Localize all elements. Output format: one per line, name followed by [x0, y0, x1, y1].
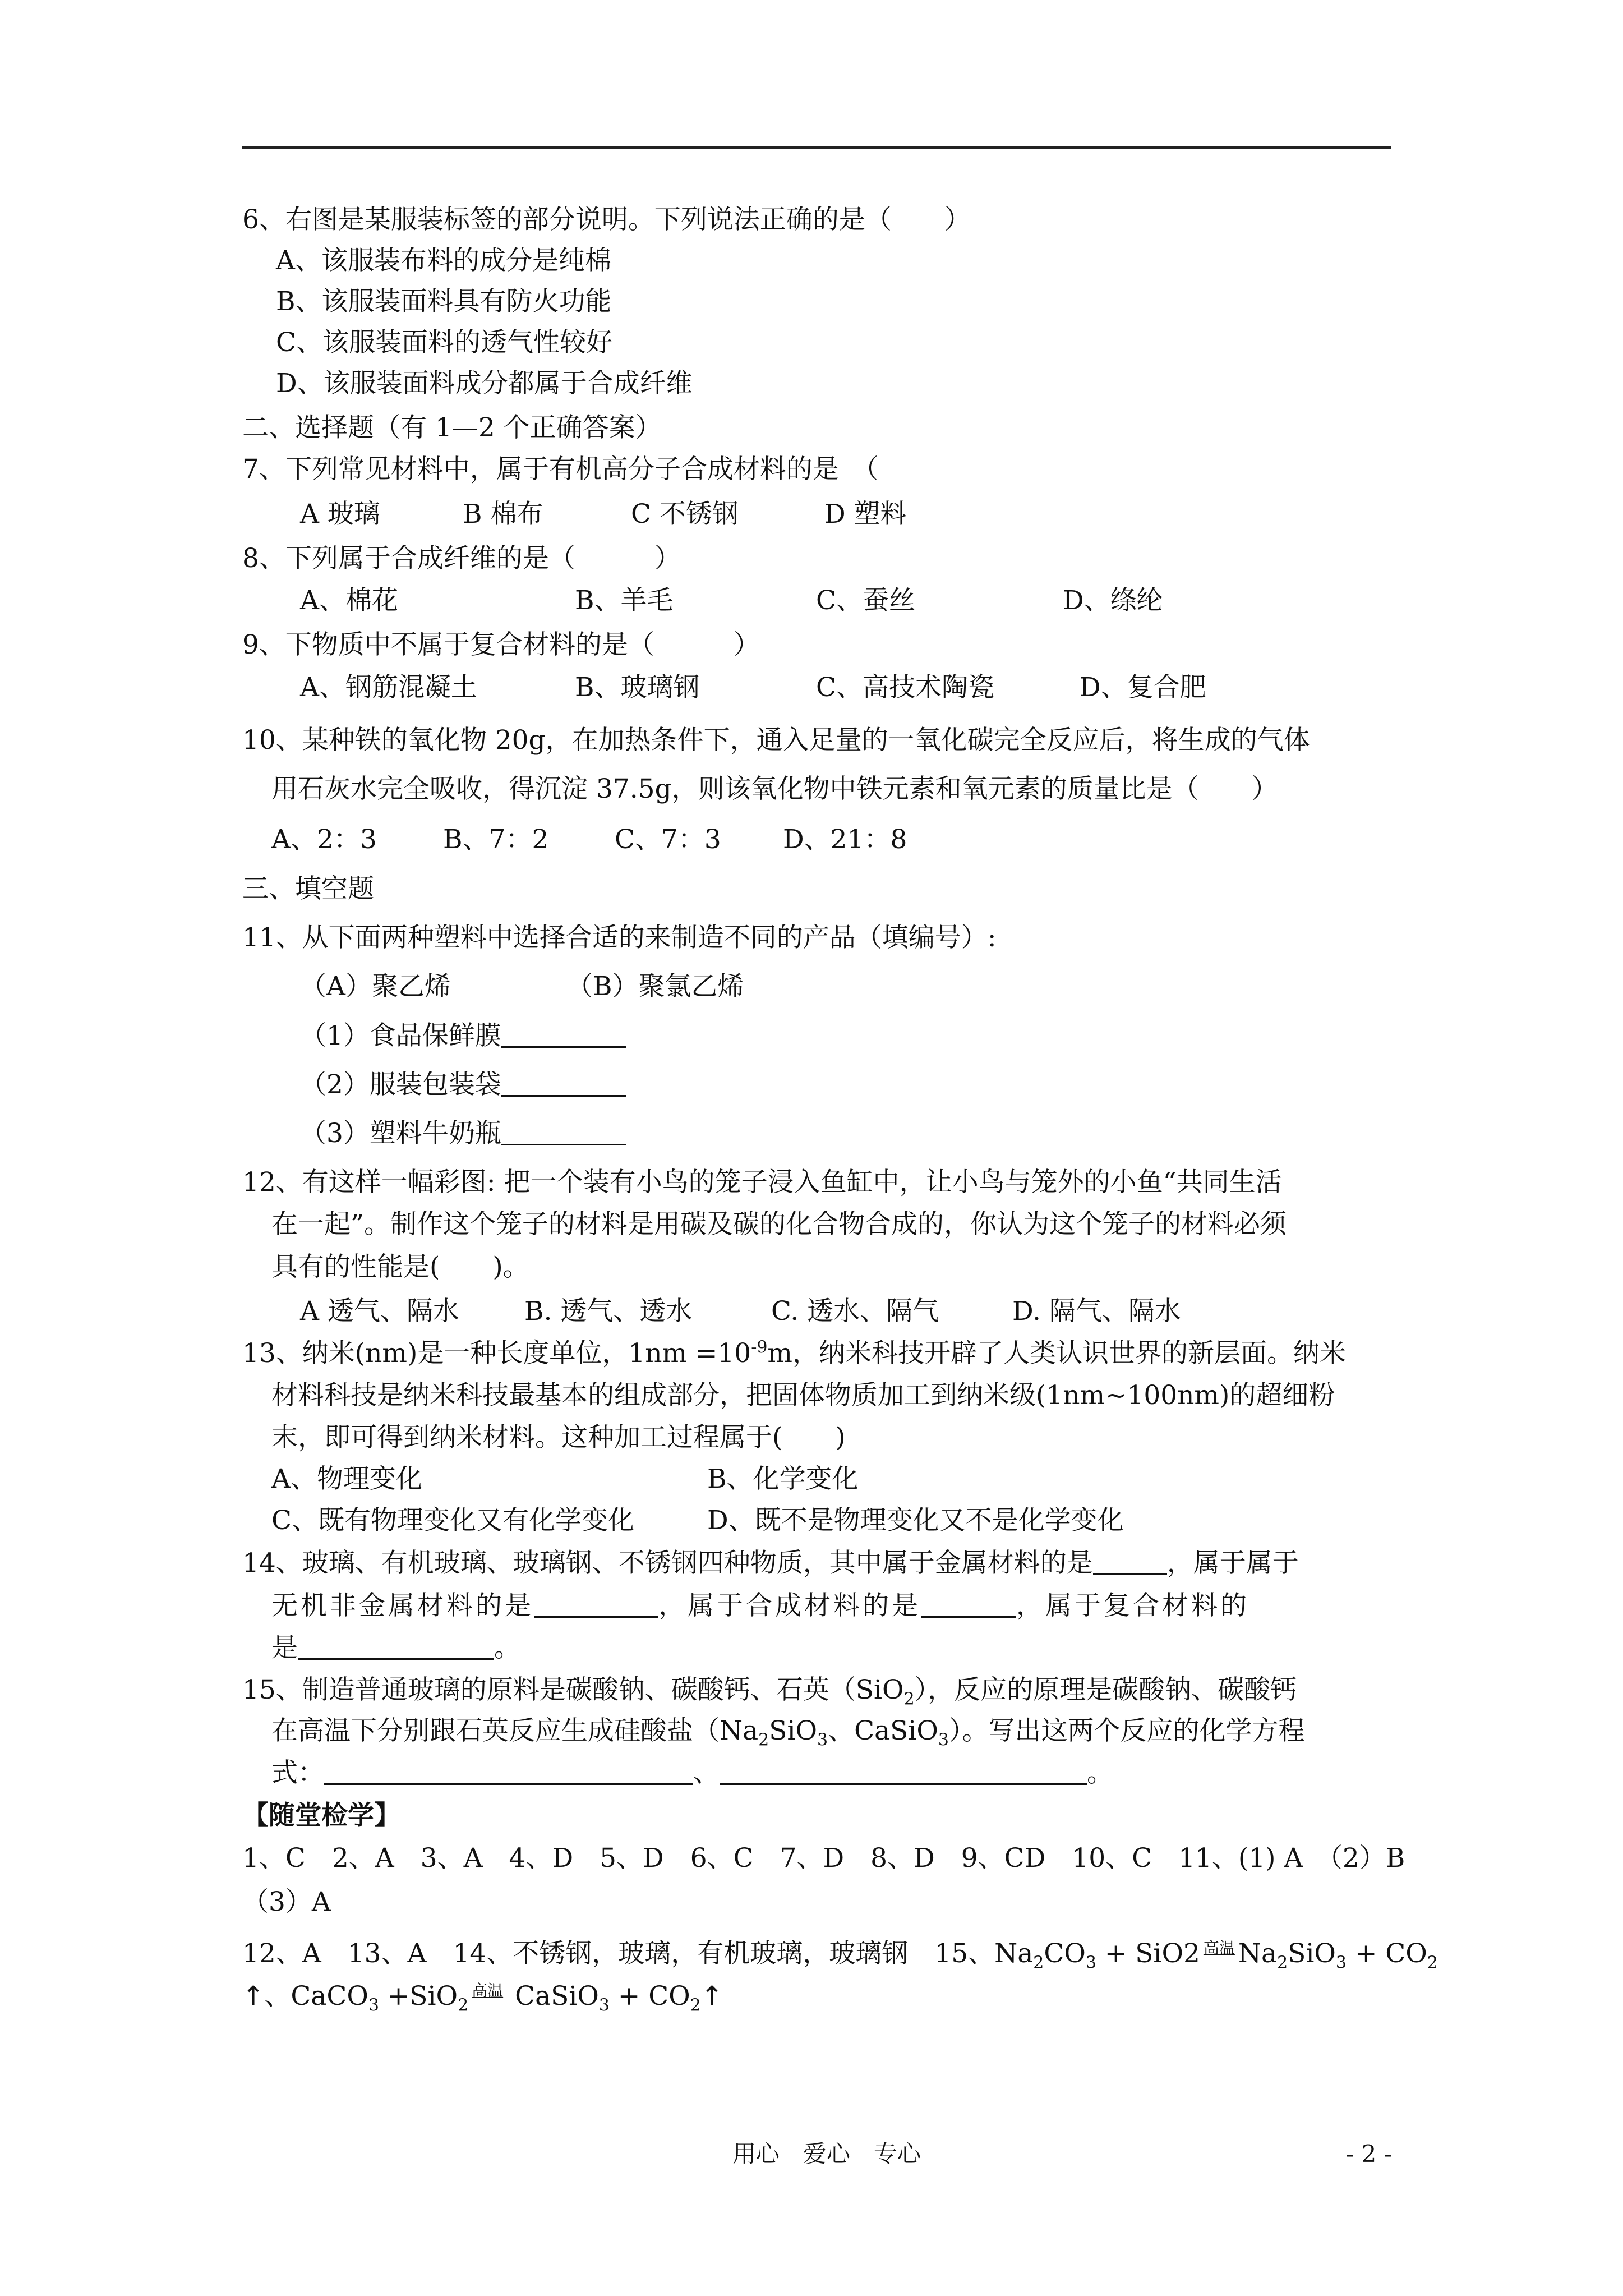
q10-option-d: D、21：8: [783, 824, 907, 855]
q8-option-d: D、绦纶: [1063, 585, 1163, 616]
q14-line-1: [242, 1543, 1392, 1584]
q14-line-1-text: 14、玻璃、有机玻璃、玻璃钢、不锈钢四种物质，其中属于金属材料的是: [242, 1548, 1093, 1579]
q12-line-1: 12、有这样一幅彩图: 把一个装有小鸟的笼子浸入鱼缸中，让小鸟与笼外的小鱼“共同生活: [242, 1167, 1282, 1198]
q14-line-1-end: ，属于属于: [1166, 1548, 1299, 1579]
q6-option-a: A、该服装布料的成分是纯棉: [276, 245, 611, 276]
answers-line-4-text-c: CaSiO: [506, 1981, 599, 2012]
q10-option-c: C、7：3: [615, 824, 721, 855]
gas-arrow-icon: ↑: [242, 1981, 265, 2012]
q8-stem: 8、下列属于合成纤维的是（ ）: [242, 543, 681, 574]
q9-option-d: D、复合肥: [1080, 672, 1206, 703]
q15-line-2-text-d: ）。写出这两个反应的化学方程: [948, 1715, 1305, 1746]
q15-equation-1-blank[interactable]: [324, 1754, 693, 1785]
q6-option-b: B、该服装面料具有防火功能: [276, 286, 612, 317]
footer-motto: 用心 爱心 专心: [732, 2140, 921, 2168]
q14-line-2-text-c: ，属于复合材料的: [1016, 1590, 1249, 1621]
answers-line-3-text-c: + SiO2: [1096, 1938, 1200, 1969]
header-rule: [242, 146, 1391, 149]
q11-item-3-label: （3）塑料牛奶瓶: [300, 1118, 501, 1149]
answers-line-3-text-d: Na: [1238, 1938, 1278, 1969]
q11-stem: 11、从下面两种塑料中选择合适的来制造不同的产品（填编号）:: [242, 922, 997, 953]
section-3-heading: 三、填空题: [242, 873, 374, 904]
q8-option-c: C、蚕丝: [816, 585, 915, 616]
answers-line-3-text-f: + CO: [1347, 1938, 1427, 1969]
q13-line-2: 材料科技是纳米科技最基本的组成部分，把固体物质加工到纳米级(1nm~100nm)的超细粉: [271, 1380, 1335, 1411]
reaction-condition-label: 高温: [1203, 1939, 1235, 1957]
q14-line-3-end: 。: [494, 1632, 520, 1663]
answers-subscript: 2: [690, 1995, 701, 2016]
q15-subscript: 3: [938, 1730, 949, 1750]
q8-option-b: B、羊毛: [575, 585, 674, 616]
q15-line-2: [271, 1710, 1421, 1752]
answers-line-3: [242, 1927, 1438, 1975]
q6-stem: 6、右图是某服装标签的部分说明。下列说法正确的是（ ）: [242, 204, 971, 235]
answers-subscript: 2: [458, 1995, 469, 2016]
q14-line-3: [271, 1627, 1421, 1669]
q11-item-1-blank[interactable]: [501, 1017, 626, 1048]
q11-material-b: （B）聚氯乙烯: [566, 971, 744, 1002]
q9-option-b: B、玻璃钢: [575, 672, 700, 703]
q11-material-a: （A）聚乙烯: [300, 971, 451, 1002]
page-number: - 2 -: [1346, 2140, 1392, 2168]
q15-separator: 、: [693, 1757, 720, 1788]
q15-equation-2-blank[interactable]: [720, 1754, 1087, 1785]
q15-line-2-text-b: SiO: [769, 1715, 818, 1746]
q7-options: [300, 494, 1450, 535]
q15-line-1: [242, 1669, 1392, 1711]
answers-line-2: （3）A: [242, 1887, 331, 1917]
q9-option-a: A、钢筋混凝土: [300, 672, 477, 703]
q12-option-c: C. 透水、隔气: [771, 1296, 939, 1327]
answers-line-4-text-d: + CO: [609, 1981, 690, 2012]
answers-subscript: 2: [1427, 1953, 1438, 1973]
answers-line-4-text-b: +SiO: [379, 1981, 458, 2012]
q8-option-a: A、棉花: [300, 585, 398, 616]
answers-subscript: 3: [1085, 1953, 1096, 1973]
q13-option-c: C、既有物理变化又有化学变化: [271, 1505, 634, 1536]
q7-stem: 7、下列常见材料中，属于有机高分子合成材料的是 （: [242, 454, 879, 485]
answers-line-4: [242, 1970, 1392, 2017]
q13-options-row-2: [271, 1500, 1421, 1542]
q15-line-2-text-c: 、CaSiO: [828, 1715, 938, 1746]
q14-line-3-text: 是: [271, 1632, 298, 1663]
answers-subscript: 2: [1033, 1953, 1044, 1973]
q14-synthetic-blank[interactable]: [921, 1587, 1016, 1618]
answers-subscript: 3: [368, 1995, 379, 2016]
q12-options: [300, 1291, 1450, 1332]
gas-arrow-icon: ↑: [700, 1981, 723, 2012]
q11-item-2: [300, 1064, 1450, 1106]
answers-subscript: 2: [1277, 1953, 1288, 1973]
q14-nonmetal-blank[interactable]: [534, 1587, 658, 1618]
q13-option-a: A、物理变化: [271, 1464, 422, 1494]
reaction-condition-label: 高温: [472, 1981, 504, 2000]
q10-line-1: 10、某种铁的氧化物 20g，在加热条件下，通入足量的一氧化碳完全反应后，将生成的气体: [242, 725, 1310, 756]
q11-item-2-blank[interactable]: [501, 1066, 626, 1097]
q11-item-3-blank[interactable]: [501, 1115, 626, 1145]
q9-stem: 9、下物质中不属于复合材料的是（ ）: [242, 629, 760, 660]
q8-options: [300, 580, 1450, 622]
answers-line-1: 1、C 2、A 3、A 4、D 5、D 6、C 7、D 8、D 9、CD 10、C 11、(1) A （2）B: [242, 1843, 1405, 1874]
q13-line-3: 末，即可得到纳米材料。这种加工过程属于( ): [271, 1422, 846, 1453]
answers-line-3-text-e: SiO: [1288, 1938, 1336, 1969]
q7-option-b: B 棉布: [463, 499, 543, 530]
q11-item-1-label: （1）食品保鲜膜: [300, 1020, 501, 1051]
q12-option-d: D. 隔气、隔水: [1012, 1296, 1181, 1327]
q10-option-b: B、7：2: [443, 824, 549, 855]
q11-item-3: [300, 1113, 1450, 1154]
q15-line-1-text-end: ），反应的原理是碳酸钠、碳酸钙: [914, 1674, 1297, 1705]
q15-line-2-text-a: 在高温下分别跟石英反应生成硅酸盐（Na: [271, 1715, 759, 1746]
q6-option-c: C、该服装面料的透气性较好: [276, 327, 612, 358]
answers-subscript: 3: [598, 1995, 610, 2016]
q7-option-d: D 塑料: [824, 499, 907, 530]
q14-line-2: [271, 1585, 1421, 1627]
q6-option-d: D、该服装面料成分都属于合成纤维: [276, 368, 693, 399]
q13-option-b: B、化学变化: [707, 1464, 859, 1494]
q14-line-2-text-b: ，属于合成材料的是: [658, 1590, 921, 1621]
q11-item-2-label: （2）服装包装袋: [300, 1069, 501, 1100]
q15-subscript: 3: [817, 1730, 828, 1750]
q12-option-a: A 透气、隔水: [300, 1296, 459, 1327]
q14-metal-blank[interactable]: [1093, 1544, 1167, 1575]
q13-exponent: -9: [751, 1337, 768, 1358]
q10-options: [271, 819, 1421, 861]
q12-line-2: 在一起”。制作这个笼子的材料是用碳及碳的化合物合成的，你认为这个笼子的材料必须: [271, 1209, 1287, 1240]
answers-subscript: 3: [1335, 1953, 1347, 1973]
answers-heading: 【随堂检学】: [242, 1800, 400, 1831]
q13-option-d: D、既不是物理变化又不是化学变化: [707, 1505, 1124, 1536]
q12-option-b: B. 透气、透水: [524, 1296, 693, 1327]
q15-line-3-text: 式：: [271, 1757, 324, 1788]
answers-line-3-text-a: 12、A 13、A 14、不锈钢，玻璃，有机玻璃，玻璃钢 15、Na: [242, 1938, 1034, 1969]
q15-line-1-text: 15、制造普通玻璃的原料是碳酸钠、碳酸钙、石英（SiO: [242, 1674, 904, 1705]
q13-line-1: [242, 1333, 1392, 1374]
q10-line-2: 用石灰水完全吸收，得沉淀 37.5g，则该氧化物中铁元素和氧元素的质量比是（ ）: [271, 774, 1278, 804]
q14-line-2-text-a: 无机非金属材料的是: [271, 1590, 534, 1621]
q11-item-1: [300, 1015, 1450, 1057]
q13-line-1-text-end: m，纳米科技开辟了人类认识世界的新层面。纳米: [767, 1338, 1346, 1369]
q14-composite-blank[interactable]: [298, 1629, 494, 1660]
q11-materials: [300, 966, 1450, 1007]
q13-options-row-1: [271, 1458, 1421, 1500]
section-2-heading: 二、选择题（有 1—2 个正确答案）: [242, 412, 662, 443]
q15-subscript: 2: [758, 1730, 769, 1750]
q15-line-3: [271, 1752, 1421, 1794]
q7-option-c: C 不锈钢: [631, 499, 739, 530]
q15-line-3-end: 。: [1087, 1757, 1113, 1788]
q12-line-3: 具有的性能是( )。: [271, 1251, 529, 1282]
answers-line-3-text-b: CO: [1044, 1938, 1086, 1969]
q13-line-1-text: 13、纳米(nm)是一种长度单位，1nm =10: [242, 1338, 751, 1369]
q15-subscript: 2: [903, 1689, 915, 1709]
q7-option-a: A 玻璃: [300, 499, 380, 530]
answers-line-4-text-a: 、CaCO: [264, 1981, 368, 2012]
q9-options: [300, 667, 1450, 708]
q10-option-a: A、2：3: [271, 824, 377, 855]
q9-option-c: C、高技术陶瓷: [816, 672, 994, 703]
